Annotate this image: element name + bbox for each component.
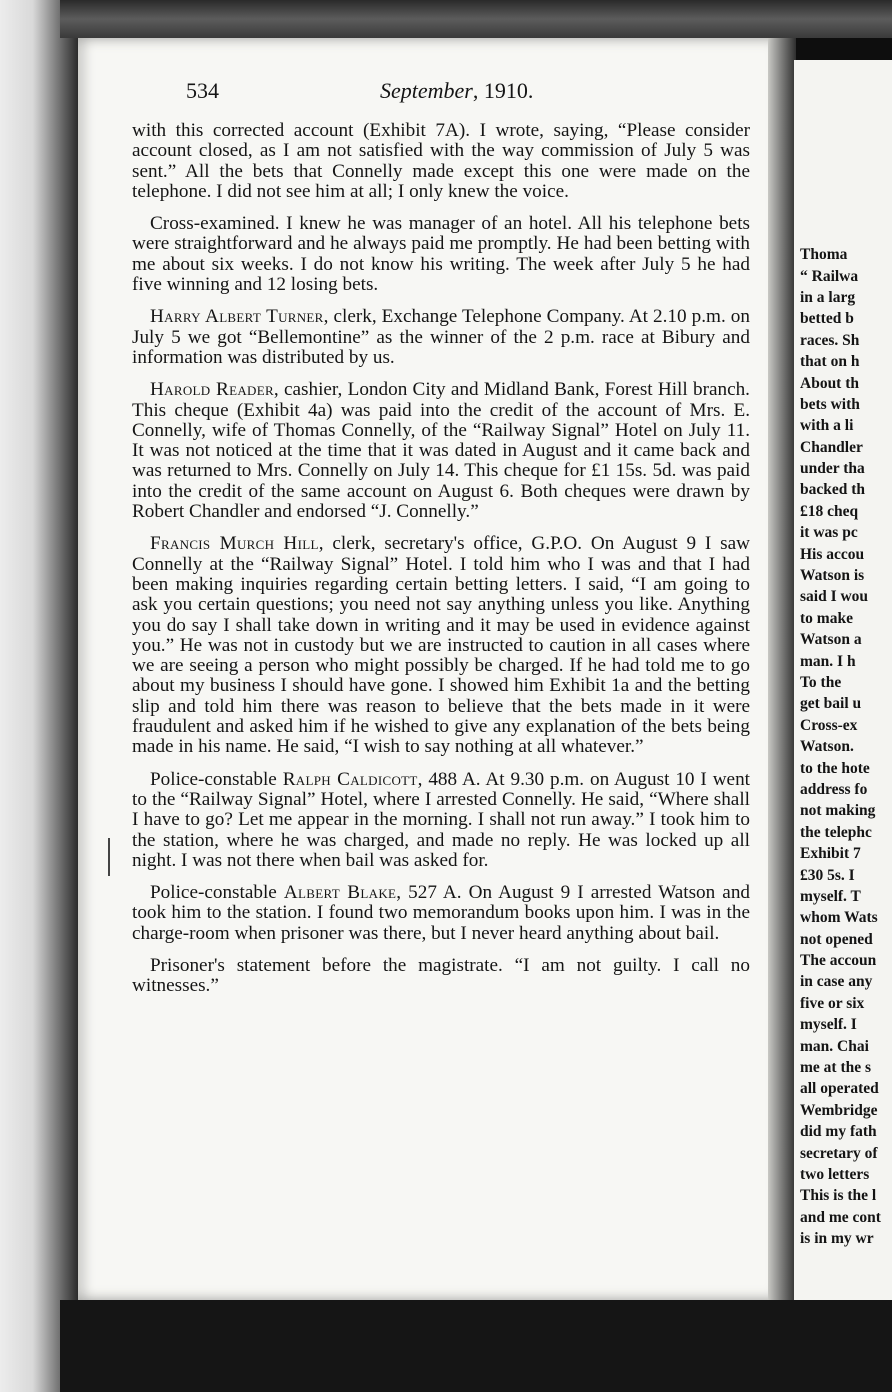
facing-page-line: did my fath — [800, 1123, 877, 1141]
witness-name: Francis Murch Hill — [150, 533, 319, 555]
facing-page-line: myself. T — [800, 887, 861, 905]
facing-page-line: under tha — [800, 460, 865, 478]
facing-page-line: Thoma — [800, 246, 848, 264]
facing-page-line: the telephc — [800, 823, 872, 841]
facing-page-line: backed th — [800, 481, 866, 499]
facing-page-line: £30 5s. I — [800, 866, 855, 884]
facing-page-line: Cross-ex — [800, 716, 858, 734]
paragraph-text: , 488 A. At 9.30 p.m. on August 10 I went to the “Railway Signal” Hotel, where I arrested Connelly. He said, “Where shall I have to go? Let me appear in the morning. I shall not run away.” I took him to the station, where he was charged, and made no reply. He was locked up all night. I was not there when bail was asked for. — [132, 768, 751, 871]
facing-page-line: two letters — [800, 1165, 870, 1183]
facing-page-line: About th — [800, 374, 860, 392]
paragraph-text: Prisoner's statement before the magistrate. “I am not guilty. I call no witnesses.” — [132, 954, 750, 997]
facing-page-line: To the — [800, 673, 842, 691]
paragraph-text: , clerk, secretary's office, G.P.O. On August 9 I saw Connelly at the “Railway Signal” Hotel. I told him who I was and that I had been making inquiries regarding certain betting letters. I said, “I am going to ask you certain questions; you need not say anything unless you like. Anything you do say I shall take down in writing and it may be used in evidence against you.” He was not in custody but we are instructed to caution in all cases where we are seeing a person who might possibly be charged. If he had told me to go about my business I should have gone. I showed him Exhibit 1a and the betting slip and told him there was reason to believe that the bets made in it were fraudulent and asked him if he wished to give any explanation of the bets being made in his name. He said, “I wish to say nothing at all whatever.” — [132, 533, 750, 758]
facing-page-line: get bail u — [800, 695, 862, 713]
witness-name: Harry Albert Turner — [150, 306, 324, 328]
paragraph-text: with this corrected account (Exhibit 7A). I wrote, saying, “Please consider account closed, as I am not satisfied with the way commission of July 5 was sent.” All the bets that Connelly made except this one were made on the telephone. I did not see him at all; I only knew the voice. — [132, 120, 750, 202]
body-paragraph — [132, 883, 750, 944]
body-paragraph — [132, 956, 750, 997]
paragraph-text: , cashier, London City and Midland Bank, Forest Hill branch. This cheque (Exhibit 4a) was paid into the credit of the account of Mrs. E. Connelly, wife of Thomas Connelly, of the “Railway Signal” Hotel on July 11. It was not noticed at the time that it was dated in August and it came back and was returned to Mrs. Connelly on July 14. This cheque for £1 15s. 5d. was paid into the credit of the same account on August 6. Both cheques were drawn by Robert Chandler and endorsed “J. Connelly.” — [132, 379, 750, 523]
facing-page-line: me at the s — [800, 1059, 872, 1077]
facing-page-fragment — [794, 60, 892, 1320]
witness-name: Ralph Caldicott — [282, 768, 418, 790]
facing-page-line: Chandler — [800, 438, 863, 456]
facing-page-line: to the hote — [800, 759, 870, 777]
facing-page-line: and me cont — [800, 1208, 881, 1226]
facing-page-line: myself. I — [800, 1016, 857, 1034]
facing-page-line: His accou — [800, 545, 865, 563]
paragraph-text: , 527 A. On August 9 I arrested Watson and took him to the station. I found two memorandum books upon him. I was in the charge-room when prisoner was there, but I never heard anything about bail. — [132, 882, 751, 944]
facing-page-line: Wembridge — [800, 1101, 878, 1119]
witness-title: Police-constable — [150, 882, 284, 904]
facing-page-line: races. Sh — [800, 331, 860, 349]
page-body-text — [132, 121, 750, 1009]
facing-page-line: Exhibit 7 — [800, 845, 861, 863]
facing-page-line: Watson. — [800, 738, 854, 756]
body-paragraph — [132, 770, 750, 871]
page-title — [380, 78, 533, 104]
facing-page-line: to make — [800, 609, 853, 627]
book-gutter — [768, 38, 796, 1300]
facing-page-line: not making — [800, 802, 876, 820]
facing-page-line — [800, 223, 892, 244]
facing-page-line: it was pc — [800, 524, 858, 542]
body-paragraph — [132, 380, 750, 522]
facing-page-line — [800, 201, 892, 222]
facing-page-line: man. Chai — [800, 1037, 869, 1055]
scan-bottom-edge — [60, 1300, 892, 1392]
scan-top-edge — [60, 0, 892, 38]
facing-page-line: man. I h — [800, 652, 856, 670]
facing-page-line: betted b — [800, 310, 854, 328]
facing-page-line: secretary of — [800, 1144, 878, 1162]
facing-page-line: whom Wats — [800, 909, 878, 927]
facing-page-line: five or six — [800, 994, 865, 1012]
facing-page-line: bets with — [800, 395, 860, 413]
paragraph-text: , clerk, Exchange Telephone Company. At 2.10 p.m. on July 5 we got “Bellemontine” as the winner of the 2 p.m. race at Bibury and information was distributed by us. — [132, 306, 750, 368]
facing-page-line: with a li — [800, 417, 854, 435]
facing-page-line: This is the l — [800, 1187, 877, 1205]
page-title-year: , 1910. — [472, 78, 534, 103]
facing-page-line — [800, 180, 892, 201]
paragraph-text: Cross-examined. I knew he was manager of an hotel. All his telephone bets were straightforward and he always paid me promptly. He had been betting with me about six weeks. I do not know his writing. The week after July 5 he had five winning and 12 losing bets. — [132, 213, 750, 296]
body-paragraph — [132, 214, 750, 295]
facing-page-line: all operated — [800, 1080, 879, 1098]
facing-page-line: not opened — [800, 930, 873, 948]
facing-page-line: that on h — [800, 353, 860, 371]
facing-page-line: “ Railwa — [800, 267, 859, 285]
margin-mark — [108, 838, 110, 876]
facing-page-line: is in my wr — [800, 1230, 874, 1248]
facing-page-line: in case any — [800, 973, 873, 991]
witness-name: Harold Reader — [150, 379, 274, 401]
page-number: 534 — [186, 78, 219, 103]
witness-name: Albert Blake — [283, 882, 397, 904]
witness-title: Police-constable — [150, 768, 283, 790]
facing-page-line: said I wou — [800, 588, 869, 606]
facing-page-line: Watson is — [800, 567, 865, 585]
body-paragraph — [132, 121, 750, 202]
facing-page-text — [800, 180, 892, 1250]
body-paragraph — [132, 307, 750, 368]
facing-page-line: £18 cheq — [800, 502, 859, 520]
body-paragraph — [132, 534, 750, 757]
facing-page-line: address fo — [800, 780, 868, 798]
running-head — [186, 78, 546, 108]
facing-page-line: in a larg — [800, 288, 856, 306]
facing-page-line: Watson a — [800, 631, 862, 649]
page-title-month: September — [380, 78, 473, 103]
scan-left-margin — [0, 0, 82, 1392]
facing-page-line: The accoun — [800, 952, 877, 970]
